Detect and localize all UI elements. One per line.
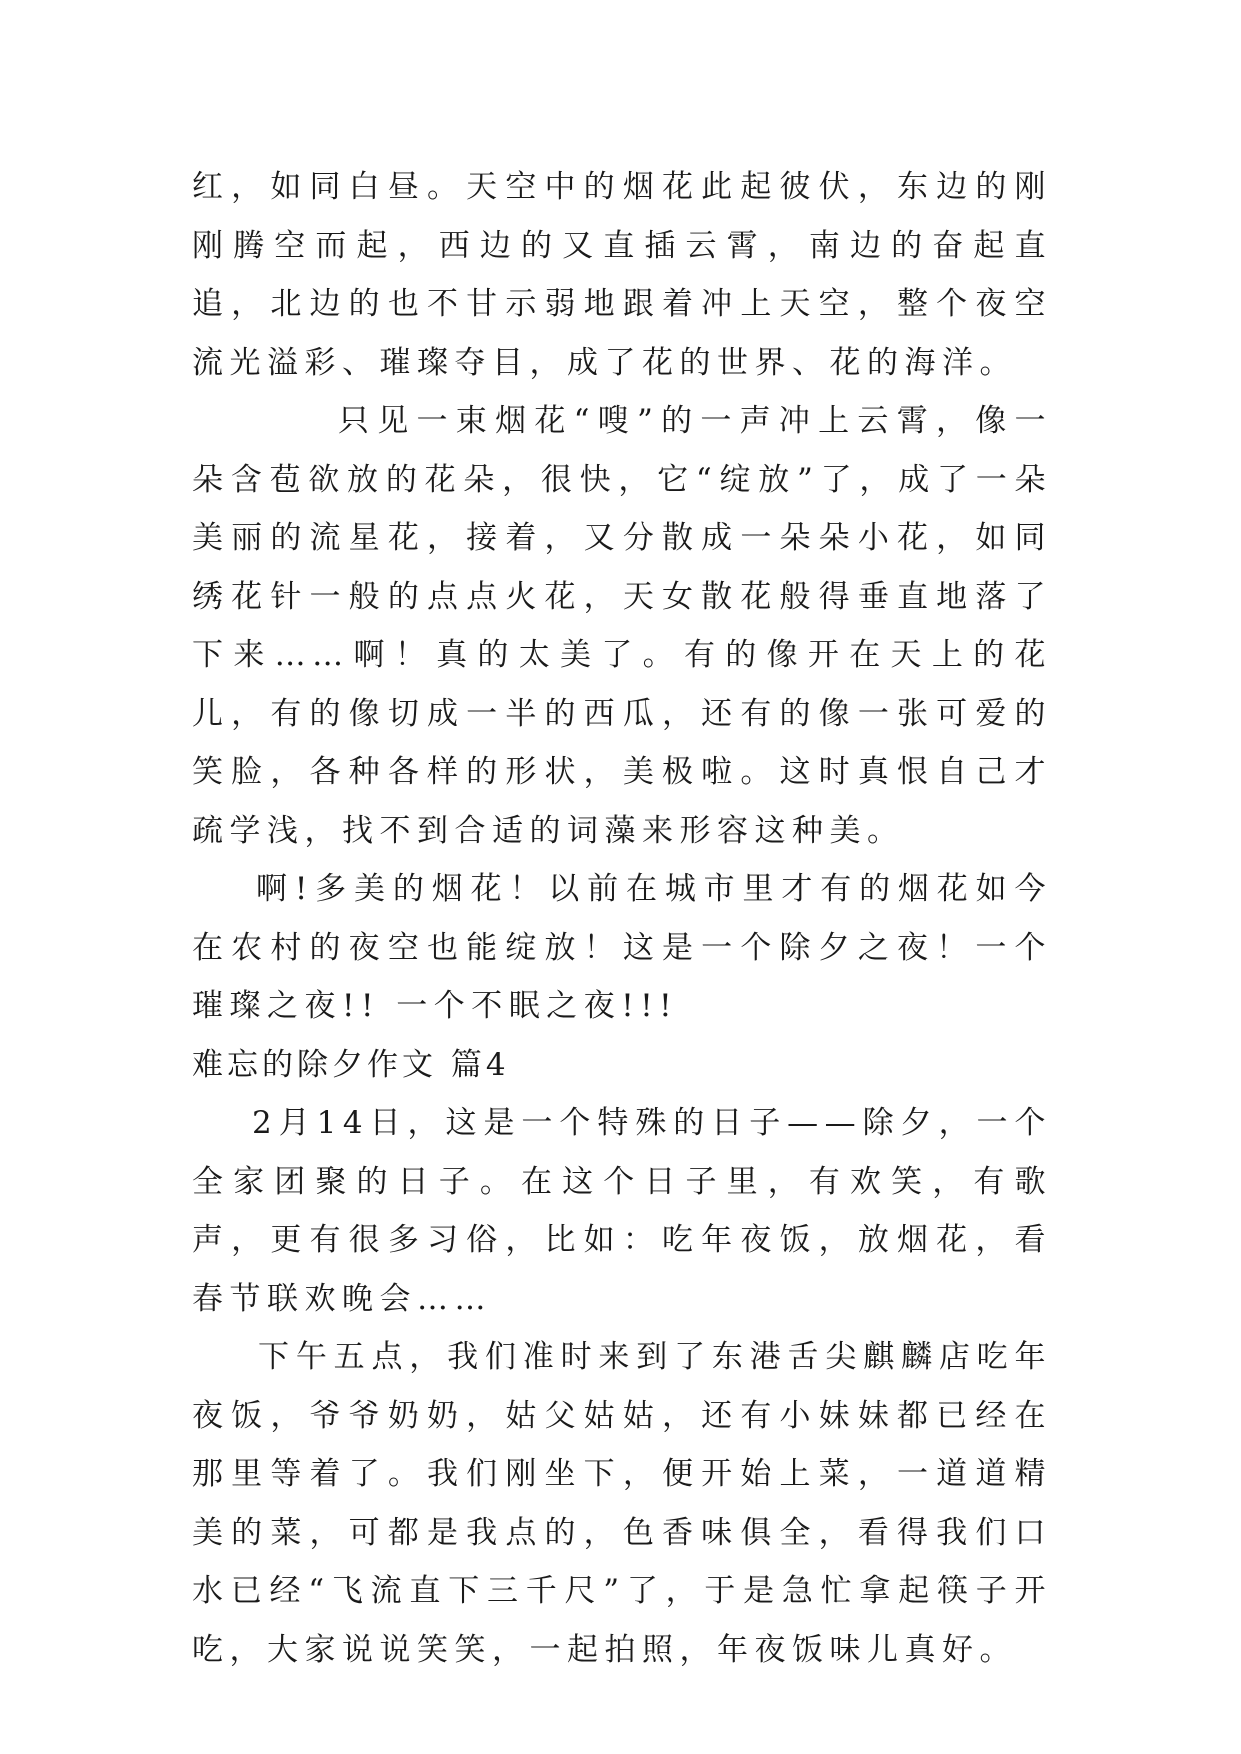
section-heading: 难忘的除夕作文 篇4 bbox=[192, 1046, 510, 1083]
paragraph-fireworks-description: 只见一束烟花“嗖”的一声冲上云霄，像一朵含苞欲放的花朵，很快，它“绽放”了，成了一朵美丽的流星花，接着，又分散成一朵朵小花，如同绣花针一般的点点火花，天女散花般得垂直地落了下来……啊！真的太美了。有的像开在天上的花儿，有的像切成一半的西瓜，还有的像一张可爱的笑脸，各种各样的形状，美极啦。这时真恨自己才疏学浅，找不到合适的词藻来形容这种美。 bbox=[192, 403, 1052, 849]
paragraph-fireworks-exclaim: 啊!多美的烟花！以前在城市里才有的烟花如今在农村的夜空也能绽放！这是一个除夕之夜！一个璀璨之夜!! 一个不眠之夜!!! bbox=[192, 871, 1052, 1024]
paragraph-fireworks-sky: 红，如同白昼。天空中的烟花此起彼伏，东边的刚刚腾空而起，西边的又直插云霄，南边的奋起直追，北边的也不甘示弱地跟着冲上天空，整个夜空流光溢彩、璀璨夺目，成了花的世界、花的海洋。 bbox=[192, 169, 1052, 381]
document-body bbox=[192, 158, 1052, 1679]
paragraph-reunion-dinner: 下午五点，我们准时来到了东港舌尖麒麟店吃年夜饭，爷爷奶奶，姑父姑姑，还有小妹妹都已经在那里等着了。我们刚坐下，便开始上菜，一道道精美的菜，可都是我点的，色香味俱全，看得我们口水已经“飞流直下三千尺”了，于是急忙拿起筷子开吃，大家说说笑笑，一起拍照，年夜饭味儿真好。 bbox=[192, 1339, 1052, 1668]
paragraph-new-year-eve-intro: 2月14日，这是一个特殊的日子——除夕，一个全家团聚的日子。在这个日子里，有欢笑，有歌声，更有很多习俗，比如：吃年夜饭，放烟花，看春节联欢晚会…… bbox=[192, 1105, 1052, 1317]
